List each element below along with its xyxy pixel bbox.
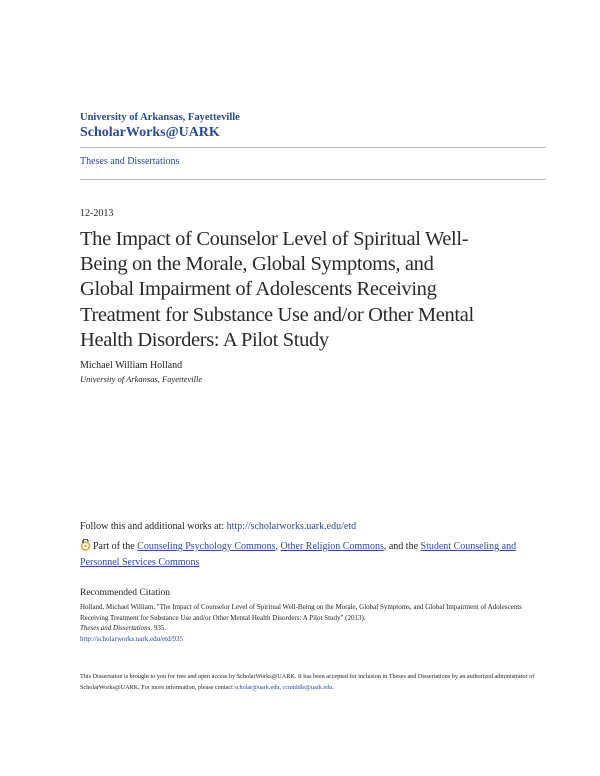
part-of-sep: , <box>275 541 281 552</box>
access-notice <box>80 671 550 693</box>
contact-email-link[interactable]: scholar@uark.edu <box>234 684 280 691</box>
title-line: Health Disorders: A Pilot Study <box>80 328 329 351</box>
notice-text: This Dissertation is brought to you for free and open access by ScholarWorks@UARK. It has been accepted for inclusion in Theses and Dissertations by an authorized administrator of ScholarWorks@UARK. For more information, please contact <box>80 673 535 691</box>
title-line: Global Impairment of Adolescents Receiving <box>80 278 437 301</box>
author-affiliation: University of Arkansas, Fayetteville <box>80 374 203 384</box>
counseling-psychology-link[interactable]: Counseling Psychology Commons <box>137 541 276 552</box>
notice-end: . <box>332 684 334 691</box>
follow-line <box>80 521 356 532</box>
title-line: Treatment for Substance Use and/or Other Mental <box>80 303 474 326</box>
publication-date: 12-2013 <box>80 208 114 219</box>
collection-link[interactable]: Theses and Dissertations <box>80 156 180 167</box>
open-access-icon <box>80 539 91 551</box>
collection-divider <box>80 179 546 180</box>
institution-header <box>80 111 550 142</box>
follow-link[interactable]: http://scholarworks.uark.edu/etd <box>226 521 357 532</box>
header-divider <box>80 147 546 148</box>
title-line: The Impact of Counselor Level of Spiritual Well- <box>80 228 469 250</box>
recommended-citation <box>80 602 550 644</box>
document-title <box>80 227 548 353</box>
author-name: Michael William Holland <box>80 360 183 371</box>
contact-email-link[interactable]: ccmiddle@uark.edu <box>282 684 333 691</box>
follow-text: Follow this and additional works at: <box>80 521 227 532</box>
part-of-sep: , and the <box>383 541 421 552</box>
citation-series: Theses and Dissertations <box>80 624 151 632</box>
institution-name: University of Arkansas, Fayetteville <box>80 112 240 123</box>
part-of-line <box>80 539 550 571</box>
citation-text: Holland, Michael William, "The Impact of Counselor Level of Spiritual Well-Being on the Morale, Global Symptoms, and Global Impairment of Adolescents Receiving Treatment for Substance Use and/or Other Mental Health Disorders: A Pilot Study" (2013). <box>80 603 522 622</box>
title-line: Being on the Morale, Global Symptoms, and <box>80 253 434 276</box>
citation-url[interactable]: http://scholarworks.uark.edu/etd/935 <box>80 634 184 643</box>
part-of-prefix: Part of the <box>93 541 138 552</box>
other-religion-link[interactable]: Other Religion Commons <box>280 541 384 552</box>
repository-name[interactable]: ScholarWorks@UARK <box>80 125 220 140</box>
recommended-citation-heading: Recommended Citation <box>80 588 170 598</box>
notice-sep: , <box>279 684 283 691</box>
citation-number: . 935. <box>150 624 167 632</box>
student-counseling-link[interactable]: Student Counseling and Personnel Services Commons <box>80 541 517 568</box>
